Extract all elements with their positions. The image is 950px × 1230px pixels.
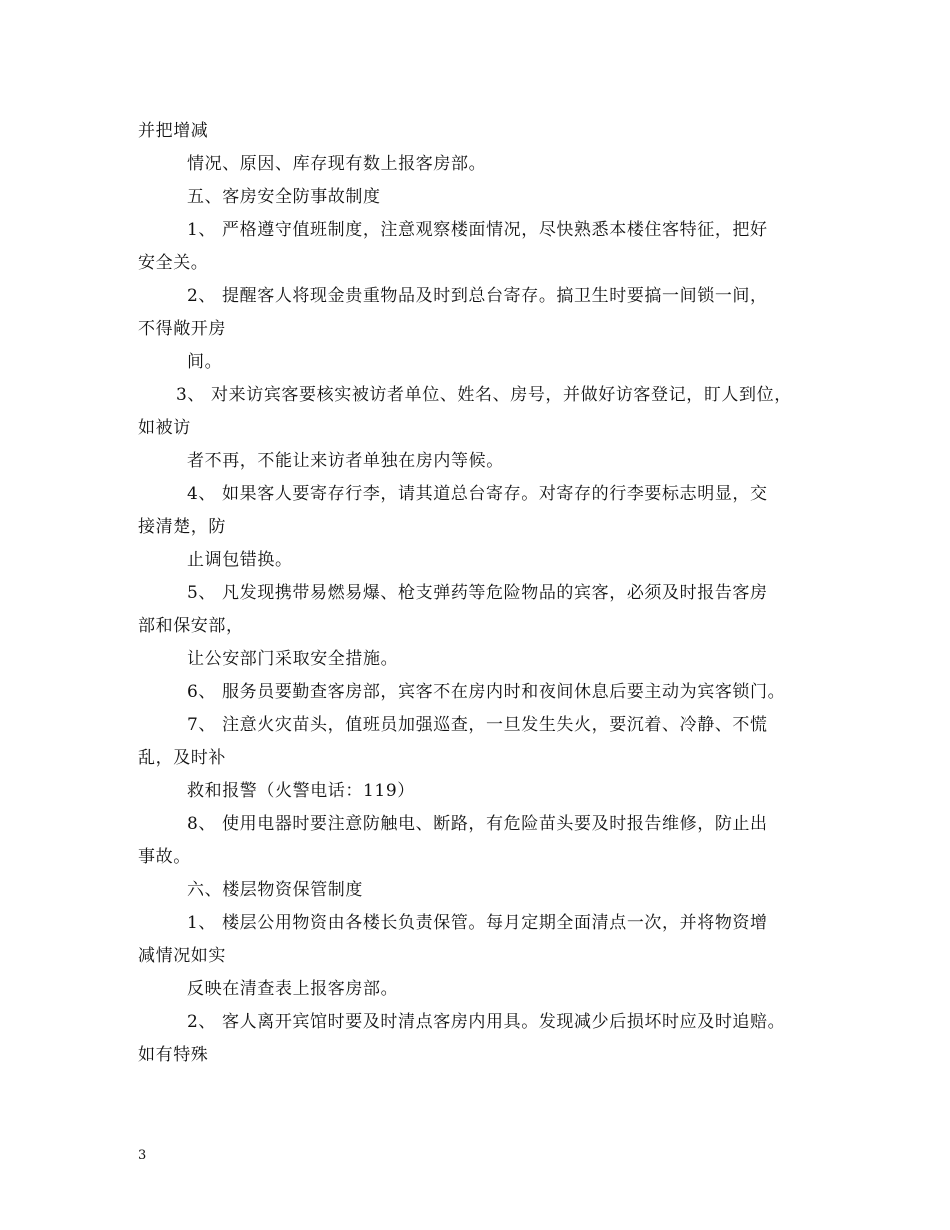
text-line: 8、 使用电器时要注意防触电、断路，有危险苗头要及时报告维修，防止出 xyxy=(187,814,768,834)
text-line: 事故。 xyxy=(138,847,191,867)
text-line: 3、 对来访宾客要核实被访者单位、姓名、房号，并做好访客登记，盯人到位， xyxy=(176,385,792,405)
text-line: 如被访 xyxy=(138,418,191,438)
text-line: 5、 凡发现携带易燃易爆、枪支弹药等危险物品的宾客，必须及时报告客房 xyxy=(187,583,768,603)
text-line: 乱，及时补 xyxy=(138,748,226,768)
text-line: 6、 服务员要勤查客房部，宾客不在房内时和夜间休息后要主动为宾客锁门。 xyxy=(187,682,786,702)
text-line: 1、 楼层公用物资由各楼长负责保管。每月定期全面清点一次，并将物资增 xyxy=(187,913,768,933)
text-line: 部和保安部， xyxy=(138,616,244,636)
text-line: 4、 如果客人要寄存行李，请其道总台寄存。对寄存的行李要标志明显，交 xyxy=(187,484,768,504)
text-line: 1、 严格遵守值班制度，注意观察楼面情况，尽快熟悉本楼住客特征，把好 xyxy=(187,220,768,240)
text-line: 减情况如实 xyxy=(138,946,226,966)
text-line: 并把增减 xyxy=(138,121,209,141)
text-line: 不得敞开房 xyxy=(138,319,226,339)
text-line: 救和报警（火警电话：119） xyxy=(187,781,415,801)
section-heading: 六、楼层物资保管制度 xyxy=(187,880,363,900)
text-line: 让公安部门采取安全措施。 xyxy=(187,649,399,669)
text-line: 止调包错换。 xyxy=(187,550,293,570)
text-line: 安全关。 xyxy=(138,253,209,273)
text-line: 如有特殊 xyxy=(138,1045,209,1065)
text-line: 间。 xyxy=(187,352,223,372)
section-heading: 五、客房安全防事故制度 xyxy=(187,187,381,207)
text-line: 情况、原因、库存现有数上报客房部。 xyxy=(187,154,487,174)
text-line: 7、 注意火灾苗头，值班员加强巡查，一旦发生失火，要沉着、冷静、不慌 xyxy=(187,715,768,735)
text-line: 者不再，不能让来访者单独在房内等候。 xyxy=(187,451,504,471)
text-line: 2、 客人离开宾馆时要及时清点客房内用具。发现减少后损坏时应及时追赔。 xyxy=(187,1012,786,1032)
text-line: 反映在清查表上报客房部。 xyxy=(187,979,399,999)
text-line: 2、 提醒客人将现金贵重物品及时到总台寄存。搞卫生时要搞一间锁一间， xyxy=(187,286,768,306)
page-number: 3 xyxy=(138,1148,147,1163)
text-line: 接清楚，防 xyxy=(138,517,226,537)
